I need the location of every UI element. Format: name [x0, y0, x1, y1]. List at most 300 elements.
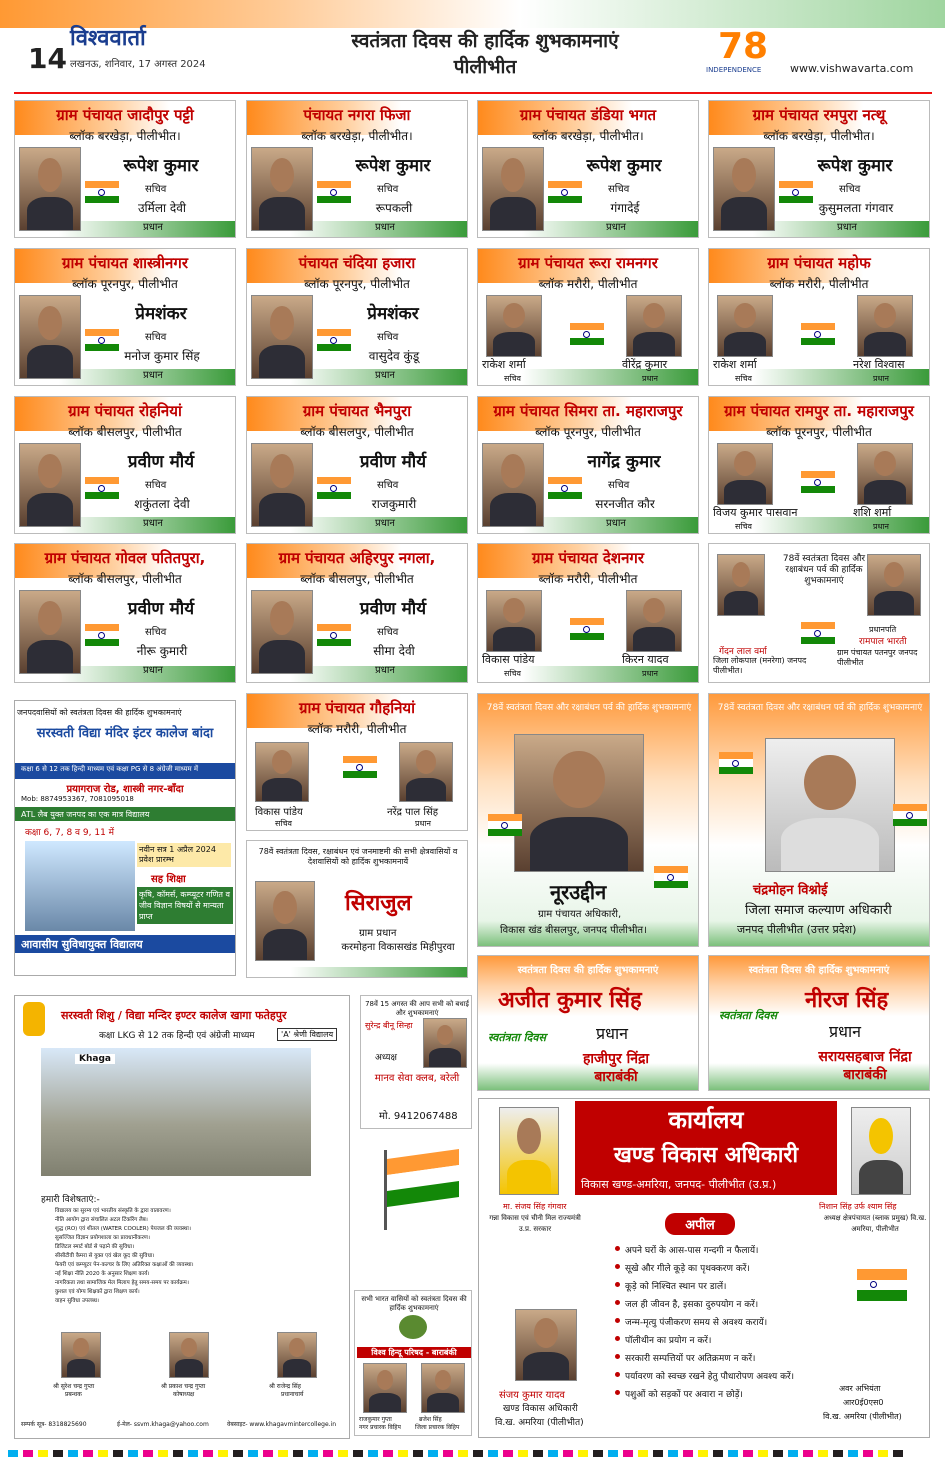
bullet-icon	[615, 1390, 620, 1395]
sirajul-greeting: 78वें स्वतंत्रता दिवस, रक्षाबंधन एवं जनमाष्टमी की सभी क्षेत्रवासियों व देशवासियों को हार्दिक शुभकामनायें	[258, 847, 458, 866]
appeal-item: अपने घरों के आस-पास गन्दगी न फैलायें।	[625, 1246, 759, 1256]
bullet-icon	[615, 1300, 620, 1305]
color-swatch	[38, 1450, 48, 1457]
person-photo	[421, 1363, 465, 1413]
person-photo	[499, 1107, 559, 1195]
secretary-name: प्रवीण मौर्य	[359, 452, 427, 472]
color-swatch	[743, 1450, 753, 1457]
appeal-item: पर्यावरण को स्वच्छ रखने हेतु पौधारोपण अवश्य करें।	[625, 1372, 795, 1382]
color-swatch	[443, 1450, 453, 1457]
color-swatch	[773, 1450, 783, 1457]
pradhan-role: प्रधान	[375, 370, 395, 381]
right-role: अध्यक्ष क्षेत्रपंचायत (ब्लाक प्रमुख) वि.ख. अमरिया, पीलीभीत	[823, 1214, 927, 1233]
panchayat-card	[708, 396, 930, 534]
card-block: ब्लॉक बीसलपुर, पीलीभीत	[300, 425, 414, 439]
person-photo	[486, 295, 542, 357]
nooruddin-greeting: 78वें स्वतंत्रता दिवस और रक्षाबंधन पर्व की हार्दिक शुभकामनाएं	[486, 703, 692, 713]
person-photo	[61, 1332, 101, 1378]
independence-label: INDEPENDENCE	[706, 66, 762, 74]
card-title: ग्राम पंचायत सिमरा ता. महाराजपुर	[493, 402, 683, 420]
appeal-item: जल ही जीवन है, इसका दुरुपयोग न करें।	[625, 1300, 759, 1310]
neeraj-card	[708, 955, 930, 1091]
panchayat-card-gohaniya	[246, 693, 468, 831]
color-swatch	[218, 1450, 228, 1457]
school2-tagline: कक्षा LKG से 12 तक हिन्दी एवं अंग्रेजी माध्यम	[99, 1031, 255, 1041]
pradhan-role: प्रधान	[375, 222, 395, 233]
vhp-p1-name: राजकुमार गुप्ता	[359, 1416, 392, 1423]
pradhan-name: शकुंतला देवी	[134, 497, 190, 511]
flag-icon	[570, 618, 604, 640]
color-swatch	[458, 1450, 468, 1457]
wish-card	[708, 543, 930, 683]
chandramohan-role: जिला समाज कल्याण अधिकारी	[745, 903, 892, 918]
bdo-subtitle: खण्ड विकास अधिकारी	[613, 1143, 799, 1168]
card-title: ग्राम पंचायत भैनपुरा	[302, 402, 412, 420]
color-swatch	[413, 1450, 423, 1457]
school-subjects: कृषि, कॉमर्स, कम्प्यूटर गणित व जीव विज्ञान विषयों से मान्यता प्राप्त	[137, 887, 233, 924]
person-photo	[857, 295, 913, 357]
panchayat-card	[14, 543, 236, 683]
flag-icon	[801, 622, 835, 644]
bullet-icon	[615, 1372, 620, 1377]
surendra-name: सुरेन्द्र बीनू सिन्हा	[365, 1021, 413, 1030]
color-swatch	[383, 1450, 393, 1457]
feature-item: कुशल एवं योग्य शिक्षकों द्वारा शिक्षण कार्य।	[55, 1289, 140, 1295]
feature-item: विद्यालय का सुरम्य एवं भारतीय संस्कृति के द्वारा वातावरण।	[55, 1208, 171, 1214]
surendra-greeting: 78वें 15 अगस्त की आप सभी को बधाई और शुभकामनाएं	[365, 1000, 469, 1017]
title-text: स्वतंत्रता दिवस की हार्दिक शुभकामनाएं	[351, 30, 619, 52]
vhp-p2-name: ब्रजेश सिंह	[419, 1416, 442, 1423]
bdo-officer-place: वि.ख. अमरिया (पीलीभीत)	[495, 1418, 584, 1428]
color-swatch	[863, 1450, 873, 1457]
card-title: पंचायत चंदिया हजारा	[298, 254, 416, 272]
left-name: मा. संजय सिंह गंगवार	[503, 1202, 567, 1211]
person-photo	[515, 1309, 577, 1381]
person-photo	[514, 734, 644, 872]
secretary-role: सचिव	[735, 522, 753, 531]
color-swatch	[233, 1450, 243, 1457]
card-title: ग्राम पंचायत रूरा रामनगर	[518, 254, 658, 272]
bullet-icon	[615, 1246, 620, 1251]
panchayat-card	[14, 396, 236, 534]
page-title	[300, 28, 670, 80]
color-swatch	[563, 1450, 573, 1457]
ae-role: अवर अभियंता	[839, 1384, 881, 1393]
date-line: लखनऊ, शनिवार, 17 अगस्त 2024	[70, 59, 206, 70]
print-color-bar	[0, 1446, 945, 1460]
flag-icon	[488, 814, 522, 836]
school2-name: सरस्वती शिशु / विद्या मन्दिर इण्टर कालेज खागा फतेहपुर	[61, 1009, 287, 1022]
panchayat-card	[246, 248, 468, 386]
flag-icon	[343, 756, 377, 778]
neeraj-place: सरायसहबाज निंद्रा बाराबंकी	[818, 1049, 912, 1083]
pradhan-name: गंगादेई	[610, 201, 640, 215]
flag-icon	[570, 323, 604, 345]
color-swatch	[503, 1450, 513, 1457]
secretary-name: रूपेश कुमार	[123, 156, 199, 176]
secretary-role: सचिव	[145, 627, 167, 638]
secretary-name: रूपेश कुमार	[586, 156, 662, 176]
color-swatch	[548, 1450, 558, 1457]
person-role: प्रबन्धक	[65, 1391, 82, 1398]
secretary-role: सचिव	[608, 184, 630, 195]
card-title: ग्राम पंचायत अहिरपुर नगला,	[278, 549, 436, 567]
pradhan-role: प्रधान	[606, 518, 626, 529]
card-block: ब्लॉक मरौरी, पीलीभीत	[538, 572, 638, 586]
color-swatch	[878, 1450, 888, 1457]
color-swatch	[128, 1450, 138, 1457]
card-title: ग्राम पंचायत देशनगर	[531, 549, 644, 567]
secretary-name: प्रवीण मौर्य	[127, 599, 195, 619]
card-block: ब्लॉक मरौरी, पीलीभीत	[307, 722, 407, 736]
school2-contact: सम्पर्क सूत्र- 8318825690	[21, 1421, 87, 1428]
card-title: ग्राम पंचायत रोहनियां	[68, 402, 182, 420]
person-photo	[851, 1107, 911, 1195]
independence-logo: स्वतंत्रता दिवस	[719, 1009, 777, 1022]
color-swatch	[653, 1450, 663, 1457]
panchayat-card	[477, 543, 699, 683]
color-swatch	[758, 1450, 768, 1457]
pradhan-name: मनोज कुमार सिंह	[124, 349, 200, 363]
school-classes: कक्षा 6, 7, 8 व 9, 11 में	[25, 828, 115, 838]
secretary-name: प्रवीण मौर्य	[127, 452, 195, 472]
color-swatch	[308, 1450, 318, 1457]
right-role: ग्राम पंचायत पतनपुर जनपद पीलीभीत	[837, 648, 918, 667]
bdo-officer-name: संजय कुमार यादव	[499, 1390, 565, 1401]
sirajul-place: करमोहना विकासखंड मिहीपुरवा	[341, 942, 455, 953]
secretary-role: सचिव	[145, 184, 167, 195]
bullet-icon	[615, 1354, 620, 1359]
panchayat-card	[246, 543, 468, 683]
person-photo	[251, 443, 313, 527]
pradhan-role: प्रधान	[415, 819, 431, 828]
pradhan-name: कुसुमलता गंगवार	[818, 201, 894, 215]
pradhan-name: शशि शर्मा	[853, 506, 892, 519]
pradhan-role: प्रधान	[642, 374, 658, 383]
pradhan-role: प्रधान	[375, 518, 395, 529]
bullet-icon	[615, 1318, 620, 1323]
color-swatch	[293, 1450, 303, 1457]
page-header	[0, 0, 945, 90]
ajeet-card	[477, 955, 699, 1091]
flag-icon	[801, 323, 835, 345]
person-photo	[486, 590, 542, 652]
card-title: ग्राम पंचायत रमपुरा नत्थू	[752, 106, 886, 124]
pradhan-role: प्रधान	[143, 370, 163, 381]
color-swatch	[248, 1450, 258, 1457]
feature-item: नई शिक्षा नीति 2020 के अनुसार शिक्षण कार्य।	[55, 1271, 150, 1277]
panchayat-card	[246, 100, 468, 238]
pradhan-name: राजकुमारी	[371, 497, 417, 511]
ajeet-place: हाजीपुर निंद्रा बाराबंकी	[582, 1051, 650, 1085]
color-swatch	[833, 1450, 843, 1457]
school-ad-banda	[14, 700, 236, 976]
person-photo	[717, 443, 773, 505]
appeal-item: सरकारी सम्पत्तियों पर अतिक्रमण न करें।	[625, 1354, 756, 1364]
newspaper-logo: विश्ववार्ता	[70, 26, 146, 51]
person-photo	[765, 738, 895, 872]
card-title: पंचायत नगरा फिजा	[303, 106, 411, 124]
school-address: प्रयागराज रोड, शास्त्री नगर-बाँदा	[66, 784, 184, 795]
panchayat-card	[246, 396, 468, 534]
secretary-role: सचिव	[145, 332, 167, 343]
independence-logo: स्वतंत्रता दिवस	[488, 1031, 546, 1044]
person-photo	[251, 590, 313, 674]
panchayat-card	[708, 100, 930, 238]
person-photo	[717, 295, 773, 357]
color-swatch	[428, 1450, 438, 1457]
right-name: रामपाल भारती	[859, 637, 907, 647]
card-block: ब्लॉक मरौरी, पीलीभीत	[538, 277, 638, 291]
left-role: जिला लोकपाल (मनरेगा) जनपद पीलीभीत।	[713, 656, 807, 675]
chandramohan-place: जनपद पीलीभीत (उत्तर प्रदेश)	[737, 923, 857, 936]
secretary-name: प्रेमशंकर	[135, 304, 187, 324]
card-block: ब्लॉक पूरनपुर, पीलीभीत	[535, 425, 641, 439]
person-photo	[169, 1332, 209, 1378]
person-photo	[482, 443, 544, 527]
card-title: ग्राम पंचायत रामपुर ता. महाराजपुर	[724, 402, 914, 420]
card-title: ग्राम पंचायत शास्त्रीनगर	[62, 254, 188, 272]
chandramohan-greeting: 78वें स्वतंत्रता दिवस और रक्षाबंधन पर्व की हार्दिक शुभकामनाएं	[717, 703, 923, 713]
appeal-item: पशुओं को सड़कों पर अवारा न छोड़ें।	[625, 1390, 743, 1400]
nooruddin-card	[477, 693, 699, 947]
ajeet-greeting: स्वतंत्रता दिवस की हार्दिक शुभकामनाएं	[517, 965, 659, 976]
vhp-card	[354, 1290, 472, 1436]
school-session: नवीन सत्र 1 अप्रैल 2024 प्रवेश प्रारम्भ	[137, 843, 231, 867]
right-name: निशान सिंह उर्फ श्याम सिंह	[819, 1202, 897, 1211]
color-swatch	[23, 1450, 33, 1457]
panchayat-card	[477, 396, 699, 534]
color-swatch	[623, 1450, 633, 1457]
person-photo	[399, 742, 453, 802]
flag-icon	[801, 471, 835, 493]
bdo-place: विकास खण्ड-अमरिया, जनपद- पीलीभीत (उ.प्र.)	[581, 1178, 777, 1191]
pradhan-name: उर्मिला देवी	[137, 201, 187, 215]
color-swatch	[533, 1450, 543, 1457]
person-photo	[857, 443, 913, 505]
color-swatch	[263, 1450, 273, 1457]
person-role: प्रधानाचार्य	[281, 1391, 304, 1398]
subtitle-text: पीलीभीत	[453, 56, 517, 78]
person-photo	[255, 881, 315, 961]
pradhan-name: सरनजीत कौर	[595, 497, 655, 511]
color-swatch	[713, 1450, 723, 1457]
feature-item: सीसीटीवी कैमरा से युक्त एवं खेल कूद की सुविधा।	[55, 1253, 155, 1259]
person-photo	[19, 443, 81, 527]
person-photo	[19, 590, 81, 674]
neeraj-greeting: स्वतंत्रता दिवस की हार्दिक शुभकामनाएं	[748, 965, 890, 976]
secretary-role: सचिव	[735, 374, 753, 383]
appeal-item: कूड़े को निश्चित स्थान पर डालें।	[625, 1282, 727, 1292]
secretary-name: विकास पांडेय	[255, 807, 303, 818]
person-photo	[423, 1018, 467, 1068]
flag-icon	[654, 866, 688, 888]
color-swatch	[788, 1450, 798, 1457]
panchayat-card	[477, 248, 699, 386]
vhp-p2-role: जिला प्रचारक विहिप	[415, 1424, 460, 1431]
person-name: श्री राजेन्द्र सिंह	[269, 1383, 301, 1390]
card-title: ग्राम पंचायत गौहनियां	[298, 699, 416, 717]
page-number: 14	[28, 42, 67, 75]
card-block: ब्लॉक पूरनपुर, पीलीभीत	[304, 277, 410, 291]
color-swatch	[578, 1450, 588, 1457]
card-title: ग्राम पंचायत गोवल पतितपुरा,	[44, 549, 206, 567]
color-swatch	[323, 1450, 333, 1457]
pradhan-role: प्रधान	[143, 518, 163, 529]
pradhan-name: सीमा देवी	[373, 644, 415, 658]
color-swatch	[668, 1450, 678, 1457]
color-swatch	[83, 1450, 93, 1457]
color-swatch	[398, 1450, 408, 1457]
secretary-role: सचिव	[839, 184, 861, 195]
surendra-org: मानव सेवा क्लब, बरेली	[374, 1073, 460, 1084]
color-swatch	[353, 1450, 363, 1457]
card-title: ग्राम पंचायत महोफ	[767, 254, 871, 272]
color-swatch	[488, 1450, 498, 1457]
ajeet-name: अजीत कुमार सिंह	[498, 988, 642, 1013]
bdo-ad	[478, 1098, 930, 1438]
chandramohan-name: चंद्रमोहन विश्नोई	[753, 883, 828, 898]
independence-78-badge: 78	[718, 26, 769, 67]
surendra-card	[360, 995, 472, 1129]
school-medium: कक्षा 6 से 12 तक हिन्दी माध्यम एवं कक्षा PG से 8 अंग्रेजी माध्यम में	[21, 765, 199, 773]
nooruddin-name: नूरउद्दीन	[550, 880, 607, 904]
color-swatch	[803, 1450, 813, 1457]
sirajul-name: सिराजुल	[345, 891, 412, 916]
panchayat-card	[14, 100, 236, 238]
person-photo	[482, 147, 544, 231]
flag-icon	[857, 1269, 907, 1301]
appeal-item: सूखे और गीले कूड़े का पृथक्करण करें।	[625, 1264, 750, 1274]
color-swatch	[113, 1450, 123, 1457]
card-block: ब्लॉक बरखेड़ा, पीलीभीत।	[69, 129, 181, 143]
color-swatch	[848, 1450, 858, 1457]
card-block: ब्लॉक बीसलपुर, पीलीभीत	[68, 425, 182, 439]
color-swatch	[173, 1450, 183, 1457]
website-link[interactable]: www.vishwavarta.com	[790, 62, 914, 75]
large-flag-icon	[372, 1150, 462, 1230]
color-swatch	[893, 1450, 903, 1457]
person-name: श्री सुरेश चन्द्र गुप्ता	[53, 1383, 95, 1390]
pradhan-role: प्रधान	[606, 222, 626, 233]
ae-place: वि.ख. अमरिया (पीलीभीत)	[823, 1412, 902, 1421]
secretary-role: सचिव	[275, 819, 293, 828]
ajeet-role: प्रधान	[596, 1024, 628, 1043]
surendra-phone: मो. 9412067488	[379, 1111, 458, 1122]
card-block: ब्लॉक पूरनपुर, पीलीभीत	[766, 425, 872, 439]
color-swatch	[818, 1450, 828, 1457]
vhp-p1-role: नगर प्रचारक विहिप	[359, 1424, 401, 1431]
color-swatch	[158, 1450, 168, 1457]
surendra-role: अध्यक्ष	[375, 1053, 397, 1063]
secretary-name: राकेश शर्मा	[713, 358, 757, 371]
pradhan-name: वीरेंद्र कुमार	[622, 358, 668, 371]
secretary-name: प्रवीण मौर्य	[359, 599, 427, 619]
secretary-name: विकास पांडेय	[482, 653, 535, 666]
person-photo	[363, 1363, 407, 1413]
person-photo	[251, 147, 313, 231]
features-title: हमारी विशेषताएं:-	[41, 1195, 100, 1205]
map-label: Khaga	[75, 1054, 115, 1064]
pradhan-name: नरेश विश्वास	[853, 358, 905, 371]
school2-grade: 'A' श्रेणी विद्यालय	[277, 1028, 337, 1041]
school2-email[interactable]: ई-मेल- ssvm.khaga@yahoo.com	[117, 1421, 209, 1428]
appeal-item: जन्म-मृत्यु पंजीकरण समय से अवश्य करायें।	[625, 1318, 768, 1328]
secretary-name: विजय कुमार पासवान	[713, 506, 798, 519]
school2-website[interactable]: वेबसाइट- www.khagavmintercollege.in	[227, 1421, 337, 1428]
color-swatch	[698, 1450, 708, 1457]
bdo-officer-role: खण्ड विकास अधिकारी	[503, 1404, 578, 1414]
ae-name: आर0ई0एस0	[843, 1398, 884, 1407]
person-photo	[251, 295, 313, 379]
secretary-role: सचिव	[377, 480, 399, 491]
color-swatch	[53, 1450, 63, 1457]
secretary-name: नागेंद्र कुमार	[587, 452, 661, 472]
secretary-role: सचिव	[145, 480, 167, 491]
secretary-role: सचिव	[504, 374, 522, 383]
color-swatch	[278, 1450, 288, 1457]
color-swatch	[188, 1450, 198, 1457]
color-swatch	[593, 1450, 603, 1457]
school-mobile: Mob: 8874953367, 7081095018	[21, 795, 134, 803]
nooruddin-role: ग्राम पंचायत अधिकारी,	[538, 909, 622, 920]
color-swatch	[98, 1450, 108, 1457]
card-block: ब्लॉक बरखेड़ा, पीलीभीत।	[532, 129, 644, 143]
person-name: श्री प्रकाश चन्द्र गुप्ता	[161, 1383, 206, 1390]
color-swatch	[728, 1450, 738, 1457]
pradhan-role: प्रधान	[837, 222, 857, 233]
header-divider	[14, 92, 932, 94]
neeraj-role: प्रधान	[829, 1022, 861, 1041]
bullet-icon	[615, 1282, 620, 1287]
appeal-title: अपील	[665, 1213, 735, 1235]
secretary-name: प्रेमशंकर	[367, 304, 419, 324]
color-swatch	[8, 1450, 18, 1457]
secretary-role: सचिव	[608, 480, 630, 491]
secretary-role: सचिव	[377, 627, 399, 638]
school-ad-khaga	[14, 995, 350, 1439]
nooruddin-place: विकास खंड बीसलपुर, जनपद पीलीभीत।	[500, 925, 647, 936]
vhp-org: विश्व हिन्दू परिषद - बाराबंकी	[357, 1347, 471, 1358]
panchayat-card	[708, 248, 930, 386]
card-title: ग्राम पंचायत जादौपुर पट्टी	[56, 106, 194, 124]
school-atl: ATL लैब युक्त जनपद का एक मात्र विद्यालय	[21, 810, 150, 819]
feature-item: फेयरी एवं कम्प्यूटर पेन-कल्चर के लिए अतिरिक्त कक्षाओं की व्यवस्था।	[55, 1262, 194, 1268]
person-photo	[255, 742, 309, 802]
pradhan-name: नरेंद्र पाल सिंह	[387, 807, 439, 818]
person-photo	[626, 295, 682, 357]
color-swatch	[68, 1450, 78, 1457]
card-title: ग्राम पंचायत डंडिया भगत	[519, 106, 657, 124]
secretary-role: सचिव	[377, 184, 399, 195]
appeal-item: पॉलीथीन का प्रयोग न करें।	[625, 1336, 712, 1346]
panchayat-card	[477, 100, 699, 238]
secretary-name: रूपेश कुमार	[355, 156, 431, 176]
pradhan-role: प्रधान	[143, 665, 163, 676]
vhp-greeting: सभी भारत वासियों को स्वतंत्रता दिवस की हार्दिक शुभकामनाएं	[361, 1295, 467, 1312]
color-swatch	[143, 1450, 153, 1457]
sirajul-card	[246, 840, 468, 978]
card-block: ब्लॉक मरौरी, पीलीभीत	[769, 277, 869, 291]
flag-icon	[719, 752, 753, 774]
feature-item: वाहन सुविधा उपलब्ध।	[55, 1298, 100, 1304]
color-swatch	[608, 1450, 618, 1457]
school-coed: सह शिक्षा	[151, 874, 186, 885]
secretary-name: राकेश शर्मा	[482, 358, 526, 371]
bullet-icon	[615, 1264, 620, 1269]
pradhan-name: किरन यादव	[622, 653, 669, 666]
pradhan-name: नीरू कुमारी	[136, 644, 188, 658]
